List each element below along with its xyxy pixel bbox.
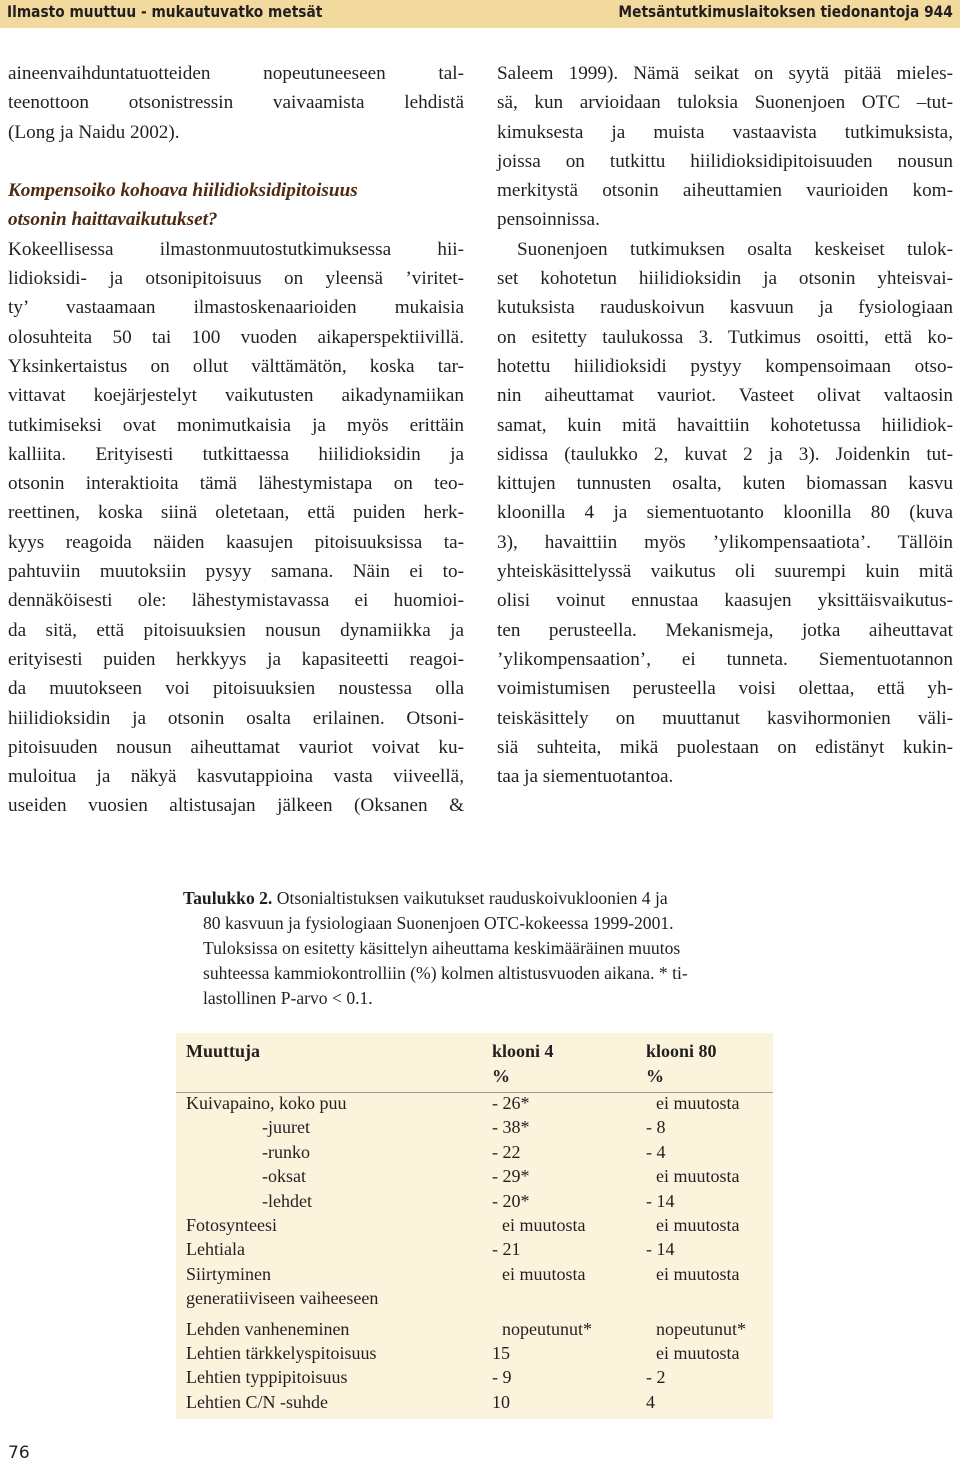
text-line: kalliita. Erityisesti tutkittaessa hiilidioksidin ja [8,443,464,465]
table-cell-clone-80: ei muutosta [656,1343,740,1363]
column-header-clone-80: klooni 80 [646,1041,717,1061]
text-line: merkitystä otsonin aiheuttamien vaurioiden kom- [497,180,953,202]
running-header [0,0,960,28]
column-unit-clone-80: % [646,1066,664,1086]
results-table [176,1033,773,1419]
text-line: kutuksista rauduskoivun kasvuun ja fysiologiaan [497,297,953,319]
text-line: tutkimiseksi ovat monimutkaisia ja myös erittäin [8,414,464,436]
text-line: muloitua ja näkyä kasvutappioina vasta viiveellä, [8,766,464,788]
table-caption-text: suhteessa kammiokontrolliin (%) kolmen altistusvuoden aikana. * ti- [203,963,688,983]
section-heading: otsonin haittavaikutukset? [8,209,218,231]
text-line: kittujen tunnusten osalta, kuten biomassan kasvu [497,473,953,495]
left-column [8,59,464,821]
text-line: da sitä, että pitoisuuksien nousun dynamiikka ja [8,619,464,641]
text-line: erityisesti puiden herkkyys ja kapasiteetti reagoi- [8,648,464,670]
table-caption-label: Taulukko 2. [183,888,273,908]
table-cell-clone-4: nopeutunut* [502,1318,592,1339]
table-cell-clone-80: - 14 [646,1190,675,1211]
table-row-label-continued: generatiiviseen vaiheeseen [186,1288,379,1309]
text-line: vittavat koejärjestelyt vaikutusten aikadynamiikan [8,385,464,407]
text-line: da muutokseen voi pitoisuuksien noustessa olla [8,678,464,700]
header-right-series: Metsäntutkimuslaitoksen tiedonantoja 944 [618,2,953,21]
text-line: Yksinkertaistus on ollut välttämätön, koska tar- [8,355,464,377]
header-left-title: Ilmasto muuttuu - mukautuvatko metsät [7,2,323,21]
table-row-label: -oksat [262,1166,306,1187]
text-line: reettinen, koska siinä oletetaan, että puiden herk- [8,502,464,524]
table-cell-clone-80: - 8 [646,1117,666,1138]
text-line: voimistumisen perusteella voisi olettaa, että yh- [497,678,953,700]
table-cell-clone-4: - 38* [492,1117,530,1138]
section-heading: Kompensoiko kohoava hiilidioksidipitoisuus [8,180,358,202]
column-header-clone-4: klooni 4 [492,1041,554,1061]
text-line: dennäköisesti ole: lähestymistavassa ei huomioi- [8,590,464,612]
table-row-label: -lehdet [262,1190,312,1211]
text-line: kloonilla 4 ja siementuotanto kloonilla 80 (kuva [497,502,953,524]
table-row-label: Fotosynteesi [186,1215,278,1235]
text-line: samat, kuin mitä havaittiin kohotetussa hiilidiok- [497,414,953,436]
table-cell-clone-80: ei muutosta [656,1215,740,1235]
text-line: pitoisuuden nousun aiheuttamat vauriot voivat ku- [8,736,464,758]
table-cell-clone-4: 10 [492,1391,510,1412]
table-cell-clone-4: 15 [492,1343,510,1363]
text-line: hotettu hiilidioksidi pystyy kompensoimaan otso- [497,355,953,377]
table-row-label: Lehtiala [186,1239,245,1260]
text-line: yhteiskäsittelyssä vaikutus oli suurempi kuin mitä [497,561,953,583]
page-number: 76 [8,1443,30,1463]
table-row-label: -runko [262,1141,310,1162]
text-line: hiilidioksidin ja otsonin osalta erilainen. Otsoni- [8,707,464,729]
text-line: sidissa (taulukko 2, kuvat 2 ja 3). Joidenkin tut- [497,443,953,465]
text-line: ty’ vastaamaan ilmastoskenaarioiden mukaisia [8,297,464,319]
table-cell-clone-4: - 9 [492,1367,512,1388]
text-line: joissa on tutkittu hiilidioksidipitoisuuden nousun [497,150,953,172]
text-line: aineenvaihduntatuotteiden nopeutuneeseen tal- [8,63,464,84]
column-header-variable: Muuttuja [186,1041,261,1061]
table-caption-text: 80 kasvuun ja fysiologiaan Suonenjoen OTC-kokeessa 1999-2001. [203,913,674,933]
text-line: siä suhteita, mikä puolestaan on edistänyt kukin- [497,736,953,758]
column-unit-clone-4: % [492,1066,510,1086]
table-cell-clone-80: ei muutosta [656,1263,740,1284]
table-row-label: Kuivapaino, koko puu [186,1093,347,1113]
table-cell-clone-4: - 26* [492,1093,530,1113]
text-line: Suonenjoen tutkimuksen osalta keskeiset tulok- [517,238,953,260]
table-cell-clone-80: - 14 [646,1239,675,1260]
table-caption-text: lastollinen P-arvo < 0.1. [203,988,373,1008]
table-caption [183,886,775,1011]
text-line: ten perusteella. Mekanismeja, jotka aiheuttavat [497,619,953,641]
table-cell-clone-80: ei muutosta [656,1093,740,1113]
table-row-label: Lehtien C/N -suhde [186,1391,328,1412]
text-line: otsonin interaktioita tämä lähestymistapa on teo- [8,473,464,495]
table-row-label: Lehtien typpipitoisuus [186,1367,348,1388]
text-line: useiden vuosien altistusajan jälkeen (Oksanen & [8,795,464,817]
right-column [497,59,953,791]
table-cell-clone-80: - 4 [646,1141,666,1162]
text-line: taa ja siementuotantoa. [497,766,674,788]
table-cell-clone-80: ei muutosta [656,1166,740,1187]
table-cell-clone-4: - 20* [492,1190,530,1211]
text-line: kimuksesta ja muista vastaavista tutkimuksista, [497,121,953,143]
text-line: pahtuviin muutoksiin pysyy samana. Näin ei to- [8,561,464,583]
text-line: olisi voinut ennustaa kaasujen yksittäisvaikutus- [497,590,953,612]
table-cell-clone-4: - 29* [492,1166,530,1187]
text-line: on esitetty taulukossa 3. Tutkimus osoitti, että ko- [497,326,953,348]
text-line: sä, kun arvioidaan tuloksia Suonenjoen OTC –tut- [497,92,953,114]
text-line: teenottoon otsonistressin vaivaamista lehdistä [8,92,464,114]
table-row-label: Lehden vanheneminen [186,1318,350,1339]
table-cell-clone-4: - 22 [492,1141,521,1162]
text-line: ’ylikompensaation’, ei tunneta. Siementuotannon [497,648,953,670]
text-line: 3), havaittiin myös ’ylikompensaatiota’. Tällöin [497,531,953,553]
text-line: lidioksidi- ja otsonipitoisuus on yleensä ’viritet- [8,268,464,290]
table-cell-clone-80: - 2 [646,1367,666,1388]
table-row-label: Siirtyminen [186,1263,271,1284]
table-caption-text: Otsonialtistuksen vaikutukset rauduskoivukloonien 4 ja [276,888,668,908]
text-line: Kokeellisessa ilmastonmuutostutkimuksessa hii- [8,238,464,260]
table-cell-clone-4: ei muutosta [502,1215,586,1235]
text-line: pensoinnissa. [497,209,600,231]
table-cell-clone-4: ei muutosta [502,1263,586,1284]
text-line: Saleem 1999). Nämä seikat on syytä pitää mieles- [497,63,953,84]
text-line: set kohotetun hiilidioksidin ja otsonin yhteisvai- [497,268,953,290]
text-line: kyys reagoida näiden kaasujen pitoisuuksissa ta- [8,531,464,553]
text-line: (Long ja Naidu 2002). [8,121,180,143]
table-row-label: -juuret [262,1117,310,1138]
table-cell-clone-4: - 21 [492,1239,521,1260]
table-caption-text: Tuloksissa on esitetty käsittelyn aiheuttama keskimääräinen muutos [203,938,681,958]
text-line: teiskäsittely on muuttanut kasvihormonien väli- [497,707,953,729]
text-line: olosuhteita 50 tai 100 vuoden aikaperspektiivillä. [8,326,464,348]
table-row-label: Lehtien tärkkelyspitoisuus [186,1343,377,1363]
table-cell-clone-80: 4 [646,1391,655,1412]
text-line: nin aiheuttamat vauriot. Vasteet olivat valtaosin [497,385,953,407]
table-cell-clone-80: nopeutunut* [656,1318,746,1339]
